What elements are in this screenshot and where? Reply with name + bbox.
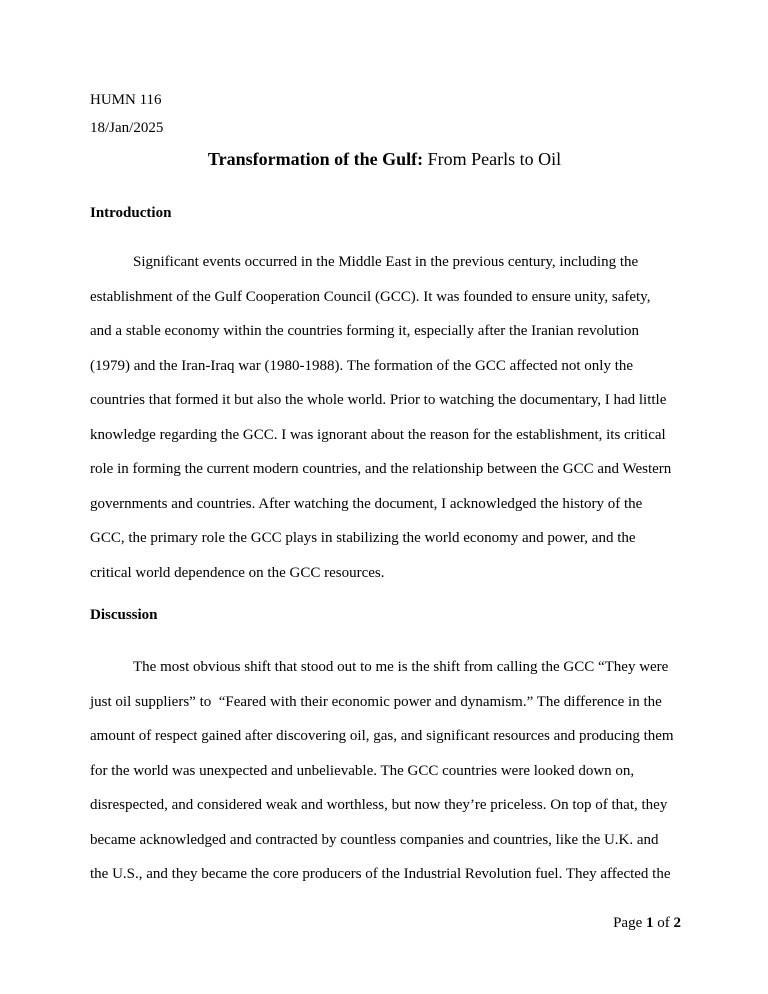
document-title-regular: From Pearls to Oil [423, 149, 562, 169]
paragraph-line: just oil suppliers” to “Feared with their economic power and dynamism.” The difference in the [90, 693, 662, 710]
page-footer [613, 915, 681, 932]
paragraph-line: amount of respect gained after discovering oil, gas, and significant resources and producing them [90, 728, 674, 744]
paragraph-line: and a stable economy within the countries forming it, especially after the Iranian revolution [90, 323, 639, 339]
paragraph-line: The most obvious shift that stood out to me is the shift from calling the GCC “They were [133, 659, 669, 675]
footer-page-total: 2 [673, 915, 681, 931]
paragraph-line: the U.S., and they became the core producers of the Industrial Revolution fuel. They affected the [90, 866, 671, 882]
course-code: HUMN 116 [90, 92, 162, 108]
document-title-bold: Transformation of the Gulf: [207, 149, 424, 169]
footer-of-label: of [653, 915, 674, 931]
discussion-heading: Discussion [90, 607, 158, 623]
document-content [90, 0, 679, 892]
paragraph-line: disrespected, and considered weak and worthless, but now they’re priceless. On top of that, they [90, 797, 668, 813]
paragraph-line: establishment of the Gulf Cooperation Council (GCC). It was founded to ensure unity, safety, [90, 288, 651, 305]
discussion-paragraph [90, 650, 679, 892]
document-date: 18/Jan/2025 [90, 120, 164, 136]
paragraph-line: role in forming the current modern countries, and the relationship between the GCC and Western [90, 461, 672, 477]
paragraph-line: for the world was unexpected and unbelievable. The GCC countries were looked down on, [90, 762, 635, 779]
intro-heading: Introduction [90, 205, 172, 221]
paragraph-line: governments and countries. After watching the document, I acknowledged the history of the [90, 495, 643, 512]
paragraph-line: (1979) and the Iran-Iraq war (1980-1988). The formation of the GCC affected not only the [90, 357, 634, 374]
paragraph-line: Significant events occurred in the Middle East in the previous century, including the [133, 254, 639, 270]
footer-page-label: Page [613, 915, 646, 931]
footer-page-number: 1 [646, 915, 654, 931]
paragraph-line: critical world dependence on the GCC resources. [90, 564, 385, 581]
paragraph-line: countries that formed it but also the whole world. Prior to watching the documentary, I had little [90, 392, 667, 408]
intro-paragraph [90, 245, 679, 590]
document-header [90, 86, 679, 142]
paragraph-line: GCC, the primary role the GCC plays in stabilizing the world economy and power, and the [90, 530, 636, 546]
paragraph-line: knowledge regarding the GCC. I was ignorant about the reason for the establishment, its critical [90, 426, 666, 443]
document-title [90, 147, 679, 171]
paragraph-line: became acknowledged and contracted by countless companies and countries, like the U.K. and [90, 831, 659, 848]
